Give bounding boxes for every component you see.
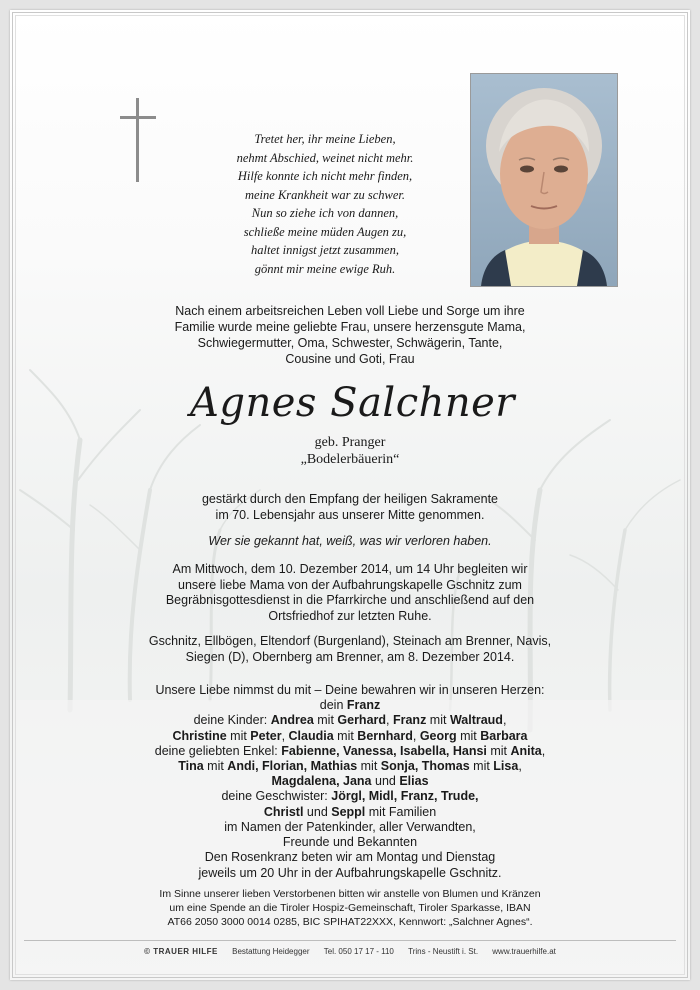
mourner-text: dein (319, 698, 347, 713)
maiden-name: geb. Pranger (314, 435, 386, 450)
mourner-name: Georg (419, 728, 457, 743)
mourner-text: im Namen der Patenkinder, aller Verwandten, (224, 819, 476, 834)
donation-line: Im Sinne unserer lieben Verstorbenen bitten wir anstelle von Blumen und Kränzen (159, 888, 541, 900)
mourner-text: Unsere Liebe nimmst du mit – Deine bewahren wir in unseren Herzen: (155, 683, 545, 697)
footer-phone: Tel. 050 17 17 - 110 (323, 947, 394, 956)
places-and-date (125, 634, 575, 665)
mourner-text: mit (203, 759, 228, 774)
funeral-line: unsere liebe Mama von der Aufbahrungskapelle Gschnitz zum (178, 577, 522, 592)
obituary-card (10, 10, 690, 980)
mourners-line (110, 820, 590, 835)
mourners-line (110, 805, 590, 820)
mourner-name: Claudia (288, 728, 334, 743)
donation-line: um eine Spende an die Tiroler Hospiz-Gemeinschaft, Tiroler Sparkasse, IBAN (169, 902, 531, 914)
mourner-name: Bernhard (357, 728, 413, 743)
mourners-list (110, 683, 590, 850)
mourner-text: und (371, 774, 400, 789)
mourner-text: mit (313, 713, 338, 728)
mourners-line (110, 683, 590, 698)
intro-line: Schwiegermutter, Oma, Schwester, Schwägerin, Tante, (197, 336, 503, 350)
funeral-details (125, 562, 575, 624)
mourner-name: Franz (346, 698, 381, 713)
poem-line: Hilfe konnte ich nicht mehr finden, (237, 169, 413, 183)
funeral-line: Ortsfriedhof zur letzten Ruhe. (268, 608, 432, 623)
places-line: Siegen (D), Obernberg am Brenner, am 8. Dezember 2014. (185, 649, 515, 664)
mourner-text: , (541, 743, 546, 758)
mourner-text: mit (486, 743, 511, 758)
poem-line: haltet innigst jetzt zusammen, (251, 243, 399, 257)
mourners-line (110, 759, 590, 774)
mourner-name: Anita (510, 743, 542, 758)
cross-icon (120, 98, 156, 182)
mourner-name: Gerhard (337, 713, 387, 728)
mourner-text: , (386, 713, 393, 728)
poem-line: schließe meine müden Augen zu, (243, 224, 407, 239)
mourner-name: Andi, Florian, Mathias (227, 759, 358, 774)
funeral-line: Begräbnisgottesdienst in die Pfarrkirche und anschließend auf den (165, 593, 535, 607)
mourner-name: Christine (172, 728, 227, 743)
footer-brand: © TRAUER HILFE (144, 947, 218, 956)
footer-divider (24, 940, 676, 941)
sacraments-line: im 70. Lebensjahr aus unserer Mitte genommen. (215, 507, 485, 522)
mourner-name: Lisa (493, 759, 519, 774)
mourner-text: deine Geschwister: (221, 789, 332, 804)
mourner-name: Tina (178, 759, 204, 774)
sacraments-line: gestärkt durch den Empfang der heiligen Sakramente (201, 492, 498, 506)
mourner-name: Christl (263, 804, 304, 819)
poem-line: Nun so ziehe ich von dannen, (251, 206, 399, 220)
funeral-line: Am Mittwoch, dem 10. Dezember 2014, um 14 Uhr begleiten wir (172, 562, 528, 576)
mourner-text: deine geliebten Enkel: (154, 743, 282, 758)
mourner-text: , (502, 713, 507, 728)
mourners-line (110, 744, 590, 759)
portrait-photo (470, 73, 618, 287)
mourner-name: Jörgl, Midl, Franz, Trude, (331, 789, 479, 804)
intro-text (170, 303, 530, 367)
mourner-text: , (281, 728, 289, 743)
farm-nickname: „Bodelerbäuerin“ (300, 452, 400, 467)
footer (24, 946, 676, 957)
mourner-text: mit (426, 713, 450, 728)
mourner-text: deine Kinder: (193, 713, 271, 728)
donation-notice (110, 887, 590, 929)
mourners-line (110, 835, 590, 850)
sacraments-text (160, 492, 540, 523)
rosary-notice (160, 850, 540, 881)
mourners-line (110, 729, 590, 744)
mourner-text: mit (333, 728, 358, 743)
poem-line: Tretet her, ihr meine Lieben, (254, 132, 396, 146)
poem-line: meine Krankheit war zu schwer. (244, 187, 406, 202)
footer-location: Trins - Neustift i. St. (408, 947, 479, 956)
donation-line: AT66 2050 3000 0014 0285, BIC SPIHAT22XXX, Kennwort: „Salchner Agnes“. (167, 916, 533, 928)
mourner-name: Magdalena, Jana (271, 774, 372, 789)
mourner-name: Peter (250, 728, 282, 743)
rosary-line: Den Rosenkranz beten wir am Montag und Dienstag (204, 850, 496, 864)
mourners-line (110, 789, 590, 804)
mourner-text: und (303, 804, 332, 819)
mourner-text: mit (469, 759, 494, 774)
mourners-line (110, 713, 590, 728)
mourners-line (110, 698, 590, 713)
footer-website[interactable]: www.trauerhilfe.at (492, 947, 556, 956)
poem-line: gönnt mir meine ewige Ruh. (254, 261, 396, 276)
mourner-name: Seppl (331, 804, 366, 819)
footer-company: Bestattung Heidegger (232, 947, 310, 956)
mourner-text: mit (226, 728, 251, 743)
mourner-name: Fabienne, Vanessa, Isabella, Hansi (281, 743, 487, 758)
places-line: Gschnitz, Ellbögen, Eltendorf (Burgenland), Steinach am Brenner, Navis, (148, 634, 552, 648)
mourners-line (110, 774, 590, 789)
mourner-name: Elias (399, 774, 429, 789)
remembrance-quote: Wer sie gekannt hat, weiß, was wir verloren haben. (208, 534, 492, 548)
mourner-name: Barbara (480, 728, 528, 743)
mourner-text: , (412, 728, 420, 743)
mourner-text: Freunde und Bekannten (282, 835, 418, 850)
mourner-text: , (518, 759, 522, 774)
intro-line: Nach einem arbeitsreichen Leben voll Liebe und Sorge um ihre (175, 304, 525, 318)
mourner-text: mit (456, 728, 481, 743)
mourner-name: Andrea (270, 713, 314, 728)
mourner-text: mit Familien (365, 804, 437, 819)
deceased-name: Agnes Salchner (190, 380, 515, 426)
rosary-line: jeweils um 20 Uhr in der Aufbahrungskapelle Gschnitz. (198, 865, 502, 880)
mourner-name: Waltraud (449, 713, 503, 728)
intro-line: Familie wurde meine geliebte Frau, unsere herzensgute Mama, (174, 320, 526, 334)
intro-line: Cousine und Goti, Frau (285, 352, 415, 366)
mourner-name: Sonja, Thomas (380, 759, 470, 774)
mourner-name: Franz (392, 713, 427, 728)
mourner-text: mit (357, 759, 381, 774)
memorial-poem (190, 130, 460, 278)
poem-line: nehmt Abschied, weinet nicht mehr. (236, 150, 414, 165)
